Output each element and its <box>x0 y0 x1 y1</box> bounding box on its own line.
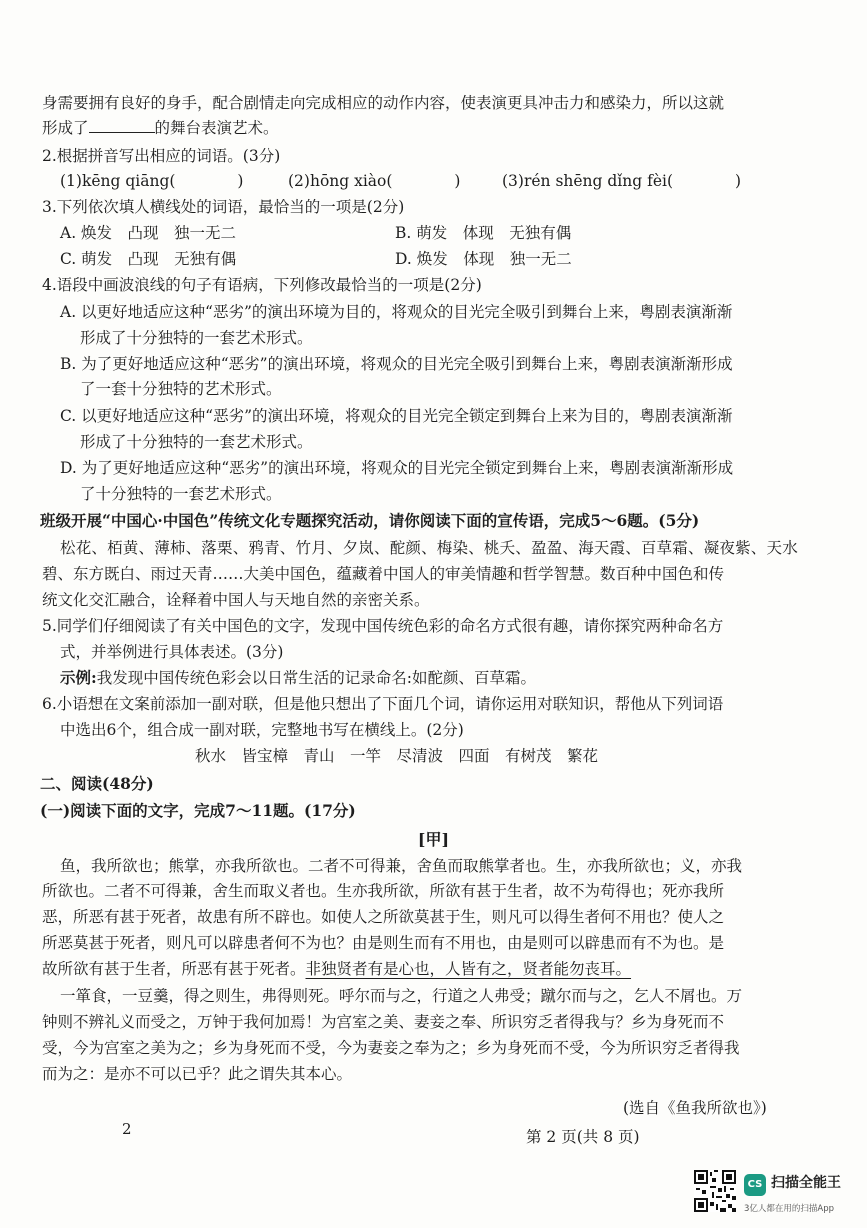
passage-line: 恶，所恶有甚于死者，故患有所不辟也。如使人之所欲莫甚于生，则凡可以得生者何不用也？使人之 <box>42 908 725 926</box>
question-3: 3.下列依次填人横线处的词语，最恰当的一项是(2分) <box>42 198 405 216</box>
passage-line: 所恶莫甚于死者，则凡可以辟患者何不为也？由是则生而有不用也，由是则可以辟患而有不为也。是 <box>42 934 725 952</box>
question-6-cont: 中选出6个，组合成一副对联，完整地书写在横线上。(2分) <box>60 721 464 739</box>
option-c-line1: C. 以更好地适应这种“恶劣”的演出环境，将观众的目光完全锁定到舞台上来为目的，粤剧表演渐渐 <box>60 407 733 425</box>
option-d-line2: 了十分独特的一套艺术形式。 <box>80 485 282 503</box>
example-label: 示例: <box>60 668 97 687</box>
option-a: A. 焕发 凸现 独一无二 <box>60 224 237 242</box>
question-6: 6.小语想在文案前添加一副对联，但是他只想出了下面几个词，请你运用对联知识，帮他从下列词语 <box>42 695 724 713</box>
question-5-cont: 式，并举例进行具体表述。(3分) <box>60 643 284 661</box>
pinyin-2: (2)hōng xiào( ) <box>288 172 461 190</box>
scanner-tagline: 3亿人都在用的扫描App <box>744 1204 835 1214</box>
pinyin-3: (3)rén shēng dǐng fèi( ) <box>502 172 742 190</box>
scanner-logo: CS <box>744 1174 766 1196</box>
option-b: B. 萌发 体现 无独有偶 <box>395 224 572 242</box>
passage-line: 所欲也。二者不可得兼，舍生而取义者也。生亦我所欲，所欲有甚于生者，故不为苟得也；死亦我所 <box>42 882 725 900</box>
qr-code-icon <box>694 1170 736 1212</box>
question-5: 5.同学们仔细阅读了有关中国色的文字，发现中国传统色彩的命名方式很有趣，请你探究两种命名方 <box>42 617 724 635</box>
page-number-left: 2 <box>122 1120 132 1138</box>
passage-line: 受，今为宫室之美为之；乡为身死而不受，今为妻妾之奉为之；乡为身死而不受，今为所识穷乏者得我 <box>42 1039 740 1057</box>
answer-blank[interactable] <box>89 118 155 133</box>
pinyin-1: (1)kēng qiāng( ) <box>60 172 244 190</box>
option-b-line1: B. 为了更好地适应这种“恶劣”的演出环境，将观众的目光完全吸引到舞台上来，粤剧表演渐渐形成 <box>60 355 733 373</box>
passage-label: [甲] <box>417 830 450 849</box>
word-list: 秋水 皆宝樟 青山 一竿 尽清波 四面 有树茂 繁花 <box>195 747 599 765</box>
source-citation: (选自《鱼我所欲也》) <box>623 1099 767 1117</box>
question-4: 4.语段中画波浪线的句子有语病，下列修改最恰当的一项是(2分) <box>42 276 482 294</box>
text-fragment: 形成了 <box>42 119 89 137</box>
passage-line: 钟则不辨礼义而受之，万钟于我何加焉！为宫室之美、妻妾之奉、所识穷乏者得我与？乡为身死而不 <box>42 1013 725 1031</box>
text-fragment: 故所欲有甚于生者，所恶有甚于死者。 <box>42 960 306 978</box>
text-fragment: 的舞台表演艺术。 <box>154 119 279 137</box>
option-c-line2: 形成了十分独特的一套艺术形式。 <box>80 433 313 451</box>
scanner-app-name: 扫描全能王 <box>771 1175 841 1191</box>
option-c: C. 萌发 凸现 无独有偶 <box>60 250 237 268</box>
passage-line: 鱼，我所欲也；熊掌，亦我所欲也。二者不可得兼，舍鱼而取熊掌者也。生，亦我所欲也；义，亦我 <box>60 857 743 875</box>
slogan-line: 统文化交汇融合，诠释着中国人与天地自然的亲密关系。 <box>42 591 430 609</box>
activity-heading: 班级开展“中国心·中国色”传统文化专题探究活动，请你阅读下面的宣传语，完成5～6题。(5分) <box>40 511 700 530</box>
option-b-line2: 了一套十分独特的艺术形式。 <box>80 380 282 398</box>
slogan-line: 碧、东方既白、雨过天青……大美中国色，蕴藏着中国人的审美情趣和哲学智慧。数百种中国色和传 <box>42 565 725 583</box>
passage-line: 而为之：是亦不可以已乎？此之谓失其本心。 <box>42 1065 353 1083</box>
example-text: 我发现中国传统色彩会以日常生活的记录命名:如酡颜、百草霜。 <box>96 669 536 687</box>
page-indicator: 第 2 页(共 8 页) <box>526 1128 640 1146</box>
example-line <box>60 667 536 689</box>
question-2: 2.根据拼音写出相应的词语。(3分) <box>42 147 281 165</box>
subsection-heading: (一)阅读下面的文字，完成7～11题。(17分) <box>40 801 356 820</box>
option-a-line2: 形成了十分独特的一套艺术形式。 <box>80 329 313 347</box>
passage-line: 一箪食，一豆羹，得之则生，弗得则死。呼尔而与之，行道之人弗受；蹴尔而与之，乞人不屑也。万 <box>60 987 743 1005</box>
slogan-line: 松花、栢黄、薄柿、落栗、鸦青、竹月、夕岚、酡颜、梅染、桃夭、盈盈、海天霞、百草霜、凝夜紫、天水 <box>60 539 798 557</box>
section-heading: 二、阅读(48分) <box>40 774 154 793</box>
option-d: D. 焕发 体现 独一无二 <box>395 250 572 268</box>
passage-line <box>42 958 631 980</box>
option-a-line1: A. 以更好地适应这种“恶劣”的演出环境为目的，将观众的目光完全吸引到舞台上来，粤剧表演渐渐 <box>60 303 733 321</box>
underlined-sentence: 非独贤者有是心也，人皆有之，贤者能勿丧耳。 <box>305 960 632 978</box>
text-line: 身需要拥有良好的身手，配合剧情走向完成相应的动作内容，使表演更具冲击力和感染力，所以这就 <box>42 94 725 112</box>
option-d-line1: D. 为了更好地适应这种“恶劣”的演出环境，将观众的目光完全锁定到舞台上来，粤剧表演渐渐形成 <box>60 459 734 477</box>
text-line <box>42 117 279 139</box>
